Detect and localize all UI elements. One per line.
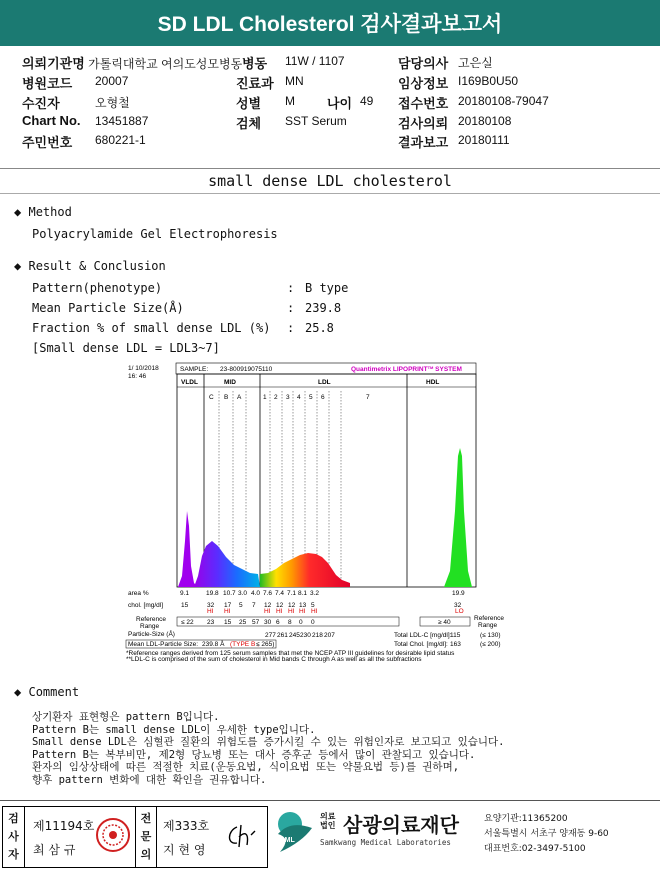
particle-values — [265, 632, 335, 639]
mean-size-value: 239.8 Å — [202, 641, 225, 648]
hdl-chol-value: 32 — [454, 602, 462, 609]
figure-time: 16: 46 — [128, 373, 147, 380]
receipt-no-value: 20180108-79047 — [458, 94, 549, 108]
section-top-rule — [0, 168, 660, 169]
area-value: 8.1 — [298, 590, 308, 597]
ref-value: 57 — [252, 619, 260, 626]
org-type-line: 법인 — [320, 821, 336, 830]
request-date-label-text: 검사의뢰 — [398, 116, 449, 131]
ref-value: 30 — [264, 619, 272, 626]
sex-label-text: 성별 — [236, 96, 262, 111]
hdl-ref-label-2: Range — [478, 622, 498, 629]
report-date-label-text: 결과보고 — [398, 135, 449, 150]
band-hdl-label: HDL — [426, 379, 440, 386]
chol-flag: HI — [264, 608, 271, 615]
chart-no-label — [22, 113, 81, 128]
brand-label — [351, 365, 462, 373]
method-heading — [14, 205, 72, 219]
area-value: 7.1 — [287, 590, 297, 597]
examiner-seal-icon — [95, 817, 131, 853]
examiner-name: 최 삼 규 — [33, 843, 76, 857]
total-ldl-ref: (≤ 130) — [480, 632, 501, 639]
specialist-role-char: 의 — [140, 848, 152, 861]
particle-row-label: Particle-Size (Å) — [128, 631, 175, 638]
electrophoresis-figure — [120, 361, 532, 667]
specialist-signature-icon — [223, 821, 263, 851]
total-ldl-value: 115 — [450, 632, 461, 639]
section-bottom-rule — [0, 193, 660, 194]
ward-label-text: 병동 — [242, 56, 268, 71]
sample-id: 23-800919075110 — [220, 366, 273, 373]
mean-type-range: ≤ 265) — [256, 641, 275, 648]
colon-icon: : — [287, 301, 295, 315]
report-title — [0, 0, 660, 46]
chart-no-value: 13451887 — [95, 114, 149, 128]
result-note: [Small dense LDL = LDL3~7] — [32, 341, 220, 355]
result-heading — [14, 259, 166, 273]
examiner-role-char: 검 — [8, 812, 19, 825]
area-row-label: area % — [128, 590, 149, 597]
total-chol-ref: (≤ 200) — [480, 641, 501, 648]
sex-label — [236, 93, 261, 112]
result-pattern-value: B type — [305, 281, 349, 295]
comment-line: Small dense LDL은 심혈관 질환의 위험도를 증가시킬 수 있는 위험인자로 보고되고 있습니다. — [32, 736, 505, 748]
chol-flag: HI — [288, 608, 295, 615]
ldl-sub-4: 4 — [297, 394, 301, 401]
band-mid-label: MID — [224, 379, 236, 386]
area-value: 7.4 — [275, 590, 285, 597]
chol-value: 12 — [276, 602, 284, 609]
area-value: 3.2 — [310, 590, 320, 597]
clinical-info-label-text: 임상정보 — [398, 76, 449, 91]
institution-label: 의뢰기관명 — [22, 56, 85, 71]
chol-value: 12 — [288, 602, 296, 609]
examiner-license: 제11194호 — [33, 819, 95, 833]
clinical-info-value: I169B0U50 — [458, 74, 519, 88]
org-type — [320, 812, 335, 830]
mean-size-label: Mean LDL-Particle Size: — [128, 641, 199, 648]
chol-value: 7 — [252, 602, 256, 609]
request-date-label — [398, 113, 448, 132]
total-ldl-label: Total LDL-C [mg/dl]: — [394, 632, 452, 639]
specialist-name: 지 현 영 — [163, 843, 206, 857]
area-value: 3.0 — [238, 590, 248, 597]
signature-box — [2, 806, 268, 868]
age-label — [327, 93, 352, 112]
institution-value: 가톨릭대학교 여의도성모병동 — [88, 57, 243, 71]
band-ldl-label: LDL — [318, 379, 331, 386]
sml-logo-icon — [272, 808, 318, 860]
result-size-label: Mean Particle Size(Å) — [32, 301, 184, 315]
result-fraction-label: Fraction % of small dense LDL (%) — [32, 321, 271, 335]
particle-size-value: 218 — [312, 632, 323, 639]
colon-icon: : — [287, 281, 295, 295]
clinical-info-label — [398, 73, 448, 92]
ref-row-label-1: Reference — [136, 616, 166, 623]
chol-flag: HI — [311, 608, 318, 615]
figure-date: 1/ 10/2018 — [128, 365, 159, 372]
dept-value: MN — [285, 74, 304, 88]
examiner-role-char: 자 — [8, 848, 19, 861]
specialist-role-char: 문 — [140, 830, 152, 843]
resident-no-label-text: 주민번호 — [22, 135, 73, 150]
method-text: Polyacrylamide Gel Electrophoresis — [32, 227, 278, 241]
header-row-hospital-code — [22, 73, 72, 92]
ref-value: 0 — [311, 619, 315, 626]
dept-label-text: 진료과 — [236, 76, 274, 91]
chol-value: 17 — [224, 602, 232, 609]
bullet-diamond-icon: ◆ — [14, 685, 22, 699]
chol-value: 5 — [311, 602, 315, 609]
chart-no-label-text: Chart No. — [22, 113, 81, 128]
ref-value: 6 — [276, 619, 280, 626]
area-value: 9.1 — [180, 590, 190, 597]
chol-flag: HI — [207, 608, 214, 615]
ref-value: 25 — [239, 619, 247, 626]
ldl-sub-7: 7 — [366, 394, 370, 401]
sex-value: M — [285, 94, 295, 108]
ward-value: 11W / 1107 — [285, 54, 345, 68]
particle-size-value: 277 — [265, 632, 276, 639]
hdl-area-value: 19.9 — [452, 590, 465, 597]
report-title-text: SD LDL Cholesterol 검사결과보고서 — [157, 13, 503, 36]
hospital-code-label: 병원코드 — [22, 76, 73, 91]
result-pattern-label: Pattern(phenotype) — [32, 281, 163, 295]
colon-icon: : — [287, 321, 295, 335]
ldl-sub-5: 5 — [309, 394, 313, 401]
footer-rule — [0, 800, 660, 801]
doctor-label — [398, 53, 448, 72]
total-chol-value: 163 — [450, 641, 461, 648]
chol-flag: HI — [276, 608, 283, 615]
ref-value: 8 — [288, 619, 292, 626]
org-name-en: Samkwang Medical Laboratories — [320, 838, 451, 847]
age-label-text: 나이 — [327, 96, 353, 111]
specialist-role-label — [135, 807, 157, 867]
ref-value: 0 — [299, 619, 303, 626]
mean-type: (TYPE B ; — [230, 641, 259, 648]
sample-label: SAMPLE: — [180, 366, 209, 373]
mid-sub-b: B — [224, 394, 229, 401]
comment-line: 환자의 임상상태에 따른 적절한 치료(운동요법, 식이요법 또는 약물요법 등)를 권하며, — [32, 761, 460, 773]
ldl-sub-6: 6 — [321, 394, 325, 401]
report-date-value: 20180111 — [458, 133, 510, 147]
seal-center — [109, 831, 117, 839]
chol-value: 15 — [181, 602, 189, 609]
ref-value: ≤ 22 — [181, 619, 194, 626]
org-info — [484, 812, 609, 857]
chol-flag: HI — [299, 608, 306, 615]
particle-size-value: 207 — [324, 632, 335, 639]
mid-sub-a: A — [237, 394, 242, 401]
particle-size-value: 245 — [289, 632, 300, 639]
hdl-ref-label-1: Reference — [474, 615, 504, 622]
specimen-value: SST Serum — [285, 114, 347, 128]
ref-value: 23 — [207, 619, 215, 626]
area-value: 7.6 — [263, 590, 273, 597]
comment-heading — [14, 685, 79, 699]
doctor-value: 고은실 — [458, 56, 493, 70]
comment-body — [32, 711, 504, 786]
particle-size-value: 230 — [300, 632, 311, 639]
chol-row-label: chol. [mg/dl] — [128, 602, 164, 609]
specimen-label-text: 검체 — [236, 116, 262, 131]
brand-text: Quantimetrix LIPOPRINT — [351, 366, 428, 373]
org-info-code: 요양기관:11365200 — [484, 814, 568, 824]
result-size-value: 239.8 — [305, 301, 342, 315]
ldl-sub-2: 2 — [274, 394, 278, 401]
bullet-diamond-icon: ◆ — [14, 205, 22, 219]
report-date-label — [398, 132, 448, 151]
chol-value: 5 — [239, 602, 243, 609]
area-value: 4.0 — [251, 590, 261, 597]
total-chol-label: Total Chol. [mg/dl]: — [394, 641, 448, 648]
particle-size-value: 261 — [277, 632, 288, 639]
chol-value: 13 — [299, 602, 307, 609]
comment-heading-text: Comment — [28, 685, 80, 699]
footnote-2: **LDL-C is comprised of the sum of cholesterol in Mid bands C through A as well as all the subfractions — [126, 656, 422, 663]
resident-no-label — [22, 132, 72, 151]
ref-value: 15 — [224, 619, 232, 626]
receipt-no-label-text: 접수번호 — [398, 96, 449, 111]
examiner-role-char: 사 — [8, 830, 19, 843]
brand-tm: TM — [427, 365, 434, 370]
age-value: 49 — [360, 94, 374, 108]
area-value: 19.8 — [206, 590, 219, 597]
method-heading-text: Method — [28, 205, 72, 219]
ref-row-label-2: Range — [140, 623, 160, 630]
org-name: 삼광의료재단 — [343, 815, 459, 837]
chol-value: 32 — [207, 602, 215, 609]
patient-value: 오형철 — [95, 96, 130, 110]
band-vldl-label: VLDL — [181, 379, 198, 386]
specimen-label — [236, 113, 261, 132]
ldl-sub-1: 1 — [263, 394, 267, 401]
specialist-role-char: 전 — [140, 812, 152, 825]
header-row-institution — [22, 53, 242, 72]
patient-label — [22, 93, 60, 112]
patient-label-text: 수진자 — [22, 96, 60, 111]
ldl-sub-3: 3 — [286, 394, 290, 401]
hospital-code-value: 20007 — [95, 74, 129, 88]
doctor-label-text: 담당의사 — [398, 56, 449, 71]
dept-label — [236, 73, 274, 92]
result-fraction-value: 25.8 — [305, 321, 334, 335]
receipt-no-label — [398, 93, 448, 112]
comment-line: 상기환자 표현형은 pattern B입니다. — [32, 711, 220, 723]
comment-line: Pattern B는 small dense LDL이 우세한 type입니다. — [32, 723, 316, 736]
bullet-diamond-icon: ◆ — [14, 259, 22, 273]
mid-sub-c: C — [209, 394, 214, 401]
brand-system: SYSTEM — [433, 366, 462, 373]
area-value: 10.7 — [223, 590, 236, 597]
examiner-role-label — [3, 807, 25, 867]
chol-value: 12 — [264, 602, 272, 609]
logo-text: SML — [280, 837, 295, 844]
specialist-license: 제333호 — [163, 819, 210, 833]
org-info-phone: 대표번호:02-3497-5100 — [484, 844, 586, 854]
signature-stroke — [230, 825, 256, 847]
request-date-value: 20180108 — [458, 114, 512, 128]
result-heading-text: Result & Conclusion — [28, 259, 166, 273]
org-type-line: 의료 — [320, 812, 336, 821]
chol-flag: HI — [224, 608, 231, 615]
ward-label — [242, 53, 267, 72]
hdl-chol-flag: LO — [455, 608, 464, 615]
org-info-address: 서울특별시 서초구 양재동 9-60 — [484, 829, 609, 839]
section-title: small dense LDL cholesterol — [208, 172, 452, 190]
hdl-ref-value: ≥ 40 — [438, 619, 451, 626]
footnote-1: *Reference ranges derived from 125 serum samples that met the NCEP ATP III guidelines for desirable lipid status — [126, 650, 455, 657]
comment-line: 향후 pattern 변화에 대한 확인을 권유합니다. — [32, 773, 267, 786]
comment-line: Pattern B는 복부비만, 제2형 당뇨병 또는 대사 증후군 등에서 많이 관찰되고 있습니다. — [32, 748, 476, 761]
resident-no-value: 680221-1 — [95, 133, 146, 147]
